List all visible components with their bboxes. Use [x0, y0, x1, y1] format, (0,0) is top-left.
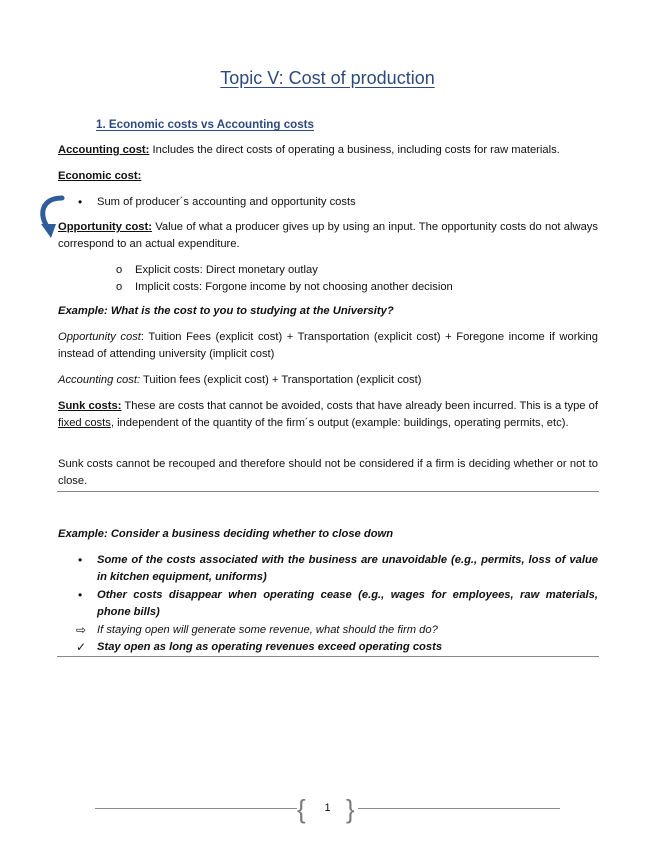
- example1-question: Example: What is the cost to you to studying at the University?: [58, 305, 394, 317]
- footer-line-left: [95, 808, 297, 809]
- bullet-icon: •: [78, 553, 83, 567]
- left-brace-icon: {: [297, 794, 306, 824]
- divider: [57, 491, 599, 492]
- sunk-costs-text-after: , independent of the quantity of the firm´s output (example: buildings, operating permits, etc).: [110, 417, 569, 429]
- bullet-icon: •: [78, 588, 83, 602]
- opportunity-cost-text: Value of what a producer gives up by using an input. The opportunity costs do not always correspond to an actual expenditure.: [58, 221, 598, 250]
- example1-accounting-label: Accounting cost:: [58, 374, 141, 386]
- accounting-cost-paragraph: [58, 142, 598, 159]
- implicit-costs-text: Implicit costs: Forgone income by not choosing another decision: [135, 281, 453, 293]
- page-title: Topic V: Cost of production: [220, 68, 435, 88]
- sunk-costs-text-before: These are costs that cannot be avoided, costs that have already been incurred. This is a type of: [121, 400, 598, 412]
- example2-question: Example: Consider a business deciding whether to close down: [58, 528, 394, 540]
- example2-question2: If staying open will generate some revenue, what should the firm do?: [97, 624, 438, 636]
- accounting-cost-label: Accounting cost:: [58, 144, 150, 156]
- sunk-costs-label: Sunk costs:: [58, 400, 122, 412]
- fixed-costs-link: fixed costs: [58, 417, 111, 429]
- divider: [57, 656, 599, 657]
- example2-bullet-text: Other costs disappear when operating cease (e.g., wages for employees, raw materials, phone bills): [97, 589, 598, 618]
- example2-answer: Stay open as long as operating revenues exceed operating costs: [97, 641, 443, 653]
- explicit-costs-text: Explicit costs: Direct monetary outlay: [135, 264, 318, 276]
- sunk-costs-note: Sunk costs cannot be recouped and therefore should not be considered if a firm is deciding whether or not to close.: [58, 458, 598, 487]
- example1-accounting-text: Tuition fees (explicit cost) + Transportation (explicit cost): [140, 374, 422, 386]
- circle-bullet-icon: o: [116, 264, 123, 276]
- example1-accounting-paragraph: [58, 372, 598, 389]
- economic-cost-label: Economic cost:: [58, 170, 142, 182]
- example2-bullet-text: Some of the costs associated with the business are unavoidable (e.g., permits, loss of value in kitchen equipment, uniforms): [97, 554, 598, 583]
- right-brace-icon: }: [346, 794, 355, 824]
- example2-bullet-1: [78, 552, 598, 586]
- sunk-costs-paragraph: [58, 398, 598, 432]
- opportunity-cost-label: Opportunity cost:: [58, 221, 152, 233]
- example1-opportunity-paragraph: [58, 329, 598, 363]
- accounting-cost-text: Includes the direct costs of operating a business, including costs for raw materials.: [149, 144, 560, 156]
- page-number: 1: [324, 802, 331, 814]
- circle-bullet-icon: o: [116, 281, 123, 293]
- checkmark-icon: ✓: [76, 640, 87, 654]
- opportunity-cost-paragraph: [58, 219, 598, 253]
- economic-cost-heading: [58, 168, 598, 185]
- opportunity-sublist: [116, 262, 556, 296]
- list-item: [116, 279, 556, 296]
- economic-bullet-text: Sum of producer´s accounting and opportunity costs: [97, 196, 356, 208]
- example1-opportunity-label: Opportunity cost: [58, 331, 141, 343]
- footer-line-right: [358, 808, 560, 809]
- section-heading: 1. Economic costs vs Accounting costs: [96, 118, 314, 131]
- bullet-icon: •: [78, 195, 83, 209]
- example2-bullet-2: [78, 587, 598, 621]
- example1-opportunity-text: : Tuition Fees (explicit cost) + Transportation (explicit cost) + Foregone income if working instead of attending university (implicit cost): [58, 331, 598, 360]
- arrow-right-icon: ⇨: [76, 623, 87, 637]
- list-item: [116, 262, 556, 279]
